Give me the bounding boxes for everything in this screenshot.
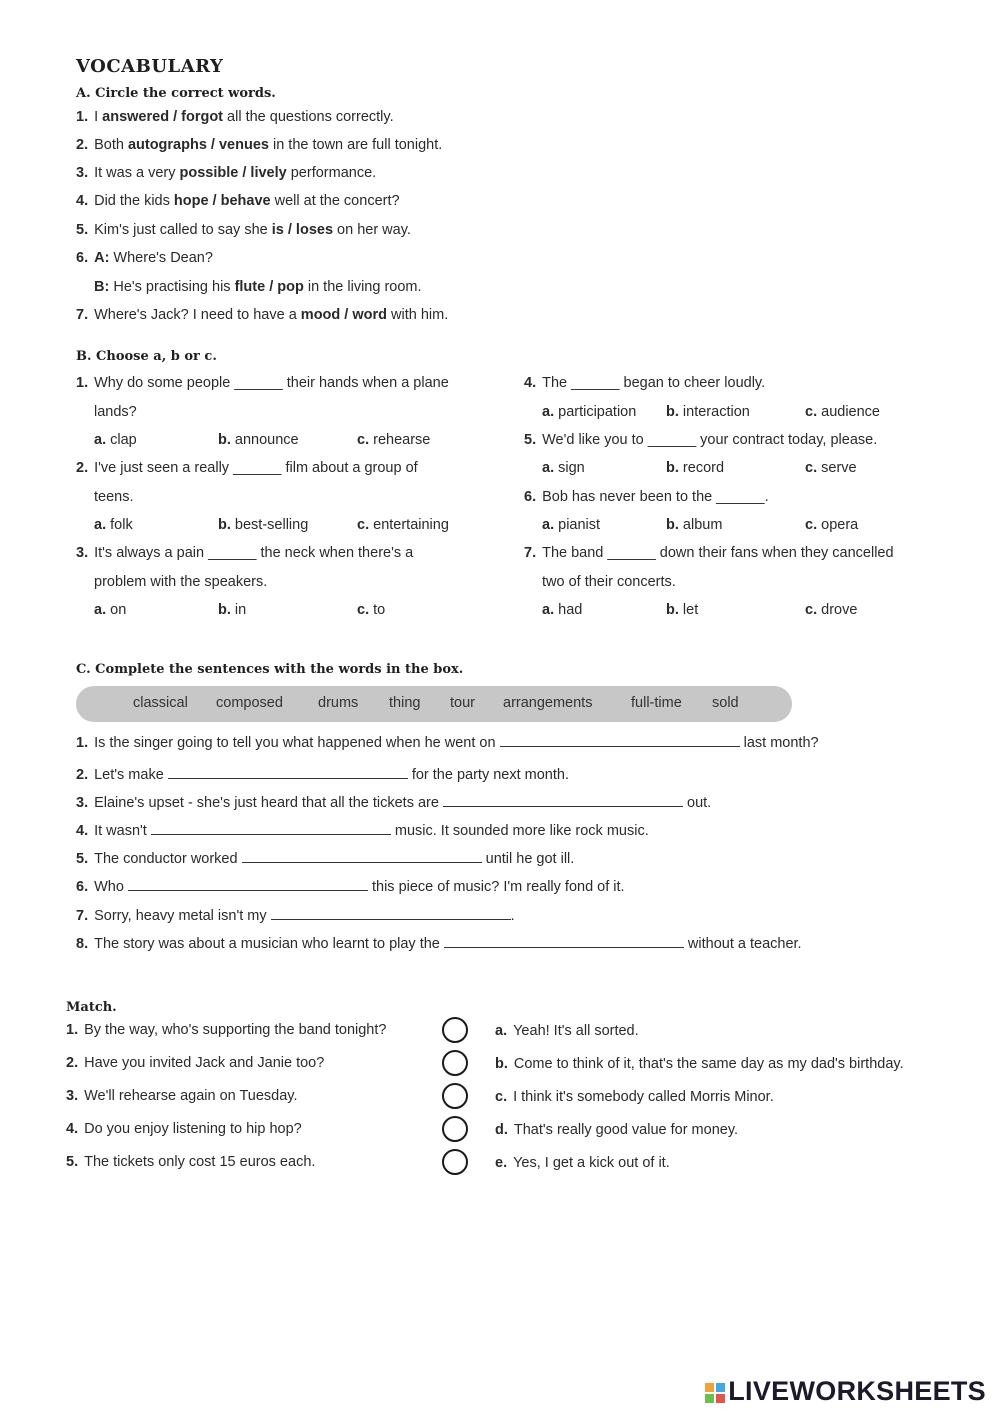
brand-text: LIVEWORKSHEETS [728, 1376, 986, 1406]
answer-blank[interactable] [500, 734, 740, 747]
match-heading: Match. [66, 1000, 117, 1015]
option-6c[interactable]: c. opera [805, 517, 859, 533]
section-c-item-1: 1. Is the singer going to tell you what happened when he went on last month? [76, 735, 819, 751]
match-right-a: a. Yeah! It's all sorted. [495, 1023, 639, 1039]
section-b-question-3-cont: problem with the speakers. [94, 574, 268, 590]
section-b-heading: B. Choose a, b or c. [76, 349, 217, 364]
match-right-c: c. I think it's somebody called Morris Minor. [495, 1089, 774, 1105]
option-3b[interactable]: b. in [218, 602, 247, 618]
choice[interactable]: possible / lively [179, 165, 287, 181]
answer-blank[interactable] [271, 907, 511, 920]
match-circle-2[interactable] [442, 1050, 468, 1076]
option-4a[interactable]: a. participation [542, 404, 637, 420]
answer-blank[interactable] [242, 850, 482, 863]
word-composed: composed [216, 695, 283, 711]
option-7a[interactable]: a. had [542, 602, 583, 618]
section-a-heading: A. Circle the correct words. [76, 86, 276, 101]
option-5a[interactable]: a. sign [542, 460, 585, 476]
word-classical: classical [133, 695, 188, 711]
section-a-item-4: 4. Did the kids hope / behave well at the concert? [76, 193, 400, 209]
word-thing: thing [389, 695, 421, 711]
option-6a[interactable]: a. pianist [542, 517, 601, 533]
match-left-1: 1. By the way, who's supporting the band tonight? [66, 1022, 387, 1038]
word-sold: sold [712, 695, 739, 711]
section-c-item-4: 4. It wasn't music. It sounded more like rock music. [76, 823, 649, 839]
answer-blank[interactable] [443, 794, 683, 807]
match-circle-5[interactable] [442, 1149, 468, 1175]
option-3a[interactable]: a. on [94, 602, 127, 618]
liveworksheets-logo [705, 1376, 986, 1407]
option-1b[interactable]: b. announce [218, 432, 299, 448]
match-left-4: 4. Do you enjoy listening to hip hop? [66, 1121, 302, 1137]
logo-square-red [716, 1394, 725, 1403]
logo-square-blue [716, 1383, 725, 1392]
section-c-item-5: 5. The conductor worked until he got ill. [76, 851, 575, 867]
word-full-time: full-time [631, 695, 682, 711]
section-b-question-1: 1. Why do some people ______ their hands when a plane [76, 375, 449, 391]
section-b-question-7: 7. The band ______ down their fans when they cancelled [524, 545, 894, 561]
section-a-item-6a: 6. A: Where's Dean? [76, 250, 213, 266]
option-5c[interactable]: c. serve [805, 460, 857, 476]
section-c-item-2: 2. Let's make for the party next month. [76, 767, 569, 783]
section-a-item-7: 7. Where's Jack? I need to have a mood / word with him. [76, 307, 449, 323]
section-c-item-7: 7. Sorry, heavy metal isn't my . [76, 908, 515, 924]
section-a-item-6b: B: He's practising his flute / pop in the living room. [94, 279, 422, 295]
option-7b[interactable]: b. let [666, 602, 699, 618]
choice[interactable]: answered / forgot [102, 109, 224, 125]
match-circle-4[interactable] [442, 1116, 468, 1142]
choice[interactable]: is / loses [271, 222, 334, 238]
option-2c[interactable]: c. entertaining [357, 517, 449, 533]
logo-square-orange [705, 1383, 714, 1392]
word-tour: tour [450, 695, 475, 711]
section-c-item-8: 8. The story was about a musician who learnt to play the without a teacher. [76, 936, 802, 952]
answer-blank[interactable] [168, 766, 408, 779]
match-circle-3[interactable] [442, 1083, 468, 1109]
section-b-question-7-cont: two of their concerts. [542, 574, 676, 590]
section-c-item-3: 3. Elaine's upset - she's just heard that all the tickets are out. [76, 795, 712, 811]
word-arrangements: arrangements [503, 695, 593, 711]
option-5b[interactable]: b. record [666, 460, 725, 476]
answer-blank[interactable] [151, 822, 391, 835]
match-left-5: 5. The tickets only cost 15 euros each. [66, 1154, 316, 1170]
choice[interactable]: autographs / venues [127, 137, 269, 153]
option-6b[interactable]: b. album [666, 517, 723, 533]
section-b-question-3: 3. It's always a pain ______ the neck when there's a [76, 545, 414, 561]
option-7c[interactable]: c. drove [805, 602, 858, 618]
option-2b[interactable]: b. best-selling [218, 517, 309, 533]
match-right-e: e. Yes, I get a kick out of it. [495, 1155, 670, 1171]
section-b-question-2-cont: teens. [94, 489, 134, 505]
section-c-heading: C. Complete the sentences with the words in the box. [76, 662, 464, 677]
option-4b[interactable]: b. interaction [666, 404, 750, 420]
match-right-d: d. That's really good value for money. [495, 1122, 739, 1138]
match-left-3: 3. We'll rehearse again on Tuesday. [66, 1088, 298, 1104]
word-drums: drums [318, 695, 359, 711]
section-a-item-5: 5. Kim's just called to say she is / loses on her way. [76, 222, 411, 238]
choice[interactable]: flute / pop [234, 279, 304, 295]
section-b-question-6: 6. Bob has never been to the ______. [524, 489, 769, 505]
section-b-question-2: 2. I've just seen a really ______ film about a group of [76, 460, 418, 476]
page-title: VOCABULARY [76, 56, 224, 77]
choice[interactable]: hope / behave [173, 193, 271, 209]
match-circle-1[interactable] [442, 1017, 468, 1043]
choice[interactable]: mood / word [300, 307, 387, 323]
logo-icon [705, 1383, 725, 1403]
section-a-item-1: 1. I answered / forgot all the questions correctly. [76, 109, 394, 125]
option-1c[interactable]: c. rehearse [357, 432, 431, 448]
section-b-question-5: 5. We'd like you to ______ your contract today, please. [524, 432, 878, 448]
answer-blank[interactable] [444, 935, 684, 948]
section-a-item-3: 3. It was a very possible / lively performance. [76, 165, 377, 181]
match-right-b: b. Come to think of it, that's the same day as my dad's birthday. [495, 1056, 904, 1072]
match-left-2: 2. Have you invited Jack and Janie too? [66, 1055, 325, 1071]
option-2a[interactable]: a. folk [94, 517, 133, 533]
section-a-item-2: 2. Both autographs / venues in the town are full tonight. [76, 137, 443, 153]
option-4c[interactable]: c. audience [805, 404, 880, 420]
answer-blank[interactable] [128, 878, 368, 891]
section-b-question-1-cont: lands? [94, 404, 137, 420]
logo-square-green [705, 1394, 714, 1403]
section-b-question-4: 4. The ______ began to cheer loudly. [524, 375, 766, 391]
option-1a[interactable]: a. clap [94, 432, 137, 448]
option-3c[interactable]: c. to [357, 602, 386, 618]
section-c-item-6: 6. Who this piece of music? I'm really fond of it. [76, 879, 625, 895]
